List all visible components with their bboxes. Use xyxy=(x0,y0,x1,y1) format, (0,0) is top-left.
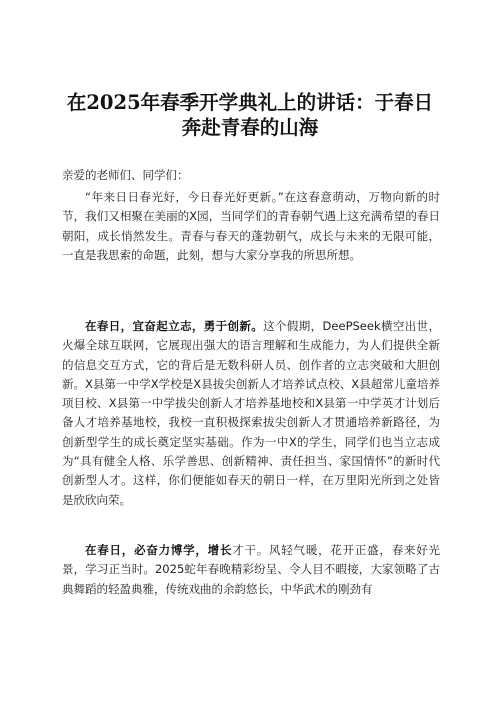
paragraph-lead: 在春日，必奋力博学，增长 xyxy=(85,543,233,557)
document-title: 在2025年春季开学典礼上的讲话：于春日奔赴青春的山海 xyxy=(66,91,434,139)
paragraph-lead: 在春日，宜奋起立志，勇于创新。 xyxy=(85,319,264,333)
salutation: 亲爱的老师们、同学们： xyxy=(62,168,189,182)
paragraph xyxy=(62,541,440,599)
paragraph-text: 才干。风轻气暖，花开正盛，春来好光景，学习正当时。2025蛇年春晚精彩纷呈、令人目不暇接，大家领略了古典舞蹈的轻盈典雅，传统戏曲的余韵悠长，中华武术的刚劲有 xyxy=(62,543,441,596)
paragraph xyxy=(62,317,440,510)
paragraph-text: 这个假期，DeePSeek横空出世，火爆全球互联网，它展现出强大的语言理解和生成能力，为人们提供全新的信息交互方式，它的背后是无数科研人员、创作者的立志突破和大胆创新。X县第一中学X学校是X县拔尖创新人才培养试点校、X县超常儿童培养项目校、X县第一中学拔尖创新人才培养基地校和X县第一中学英才计划后备人才培养基地校，我校一直积极探索拔尖创新人才贯通培养新路径，为创新型学生的成长奠定坚实基础。作为一中X的学生，同学们也当立志成为“具有健全人格、乐学善思、创新精神、责任担当、家国情怀”的新时代创新型人才。这样，你们便能如春天的朝日一样，在万里阳光所到之处皆是欣欣向荣。 xyxy=(62,319,440,507)
paragraph xyxy=(62,188,440,265)
paragraph-text: “年来日日春光好，今日春光好更新。”在这春意萌动，万物向新的时节，我们又相聚在美丽的X园，当同学们的青春朝气遇上这充满希望的春日朝阳，成长悄然发生。青春与春天的蓬勃朝气，成长与未来的无限可能，一直是我思索的命题，此刻，想与大家分享我的所思所想。 xyxy=(62,190,440,262)
